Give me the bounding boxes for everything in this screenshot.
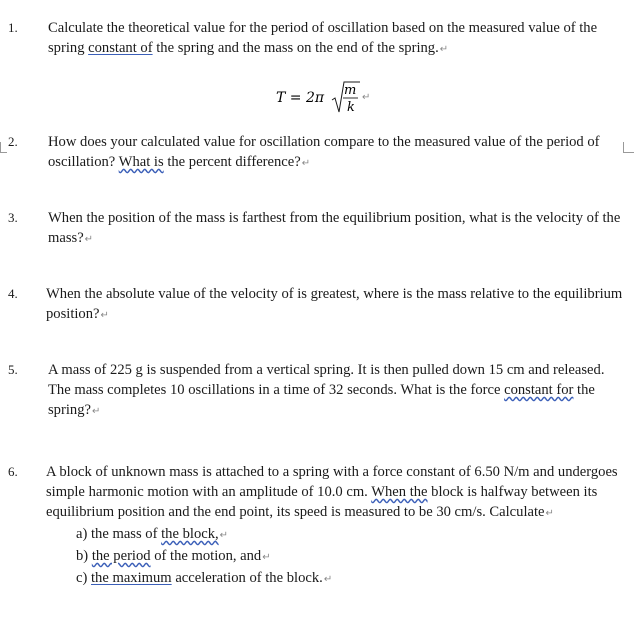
- question-text-end: the percent difference?: [163, 154, 301, 170]
- return-mark-icon: ↵: [84, 234, 94, 245]
- return-mark-icon: ↵: [301, 158, 311, 169]
- return-mark-icon: ↵: [100, 310, 109, 321]
- underlined-phrase: the block,: [161, 526, 219, 542]
- question-text-end: block is halfway between its equilibrium position and the end point, its speed is measured to be 30 cm/s. Calculate: [46, 484, 598, 520]
- underlined-phrase: the period: [91, 548, 151, 564]
- return-mark-icon: ↵: [323, 574, 333, 585]
- margin-mark: [0, 142, 7, 153]
- period-formula: [276, 78, 386, 118]
- question-number: 3.: [8, 210, 18, 225]
- question-number: 4.: [8, 286, 18, 301]
- return-mark-icon: ↵: [91, 406, 101, 417]
- return-mark-icon: ↵: [262, 552, 271, 563]
- formula-denominator: k: [347, 100, 355, 115]
- question-text-end: the spring?: [48, 382, 595, 418]
- return-mark-icon: ↵: [439, 44, 449, 55]
- underlined-phrase: What is: [118, 154, 164, 170]
- return-mark-icon: ↵: [362, 92, 371, 103]
- question-text: When the position of the mass is farthest from the equilibrium position, what is the velocity of the mass?: [48, 210, 621, 246]
- question-text: A mass of 225 g is suspended from a vertical spring. It is then pulled down 15 cm and released. The mass completes 10 oscillations in a time of 32 seconds. What is the force: [48, 362, 605, 398]
- question-text: Calculate the theoretical value for the period of oscillation based on the measured value of the spring: [48, 20, 598, 56]
- return-mark-icon: ↵: [545, 508, 554, 519]
- formula-svg: [276, 78, 386, 118]
- sub-item-c: c) the maximum acceleration of the block.↵: [76, 570, 333, 586]
- underlined-phrase: When the: [371, 484, 428, 500]
- underlined-phrase: constant for: [504, 382, 574, 398]
- sub-item-a: a) the mass of the block,↵: [76, 526, 229, 542]
- question-number: 6.: [8, 464, 18, 479]
- formula-lhs: T = 2π: [276, 90, 325, 106]
- question-text: A block of unknown mass is attached to a spring with a force constant of 6.50 N/m and undergoes simple harmonic motion with an amplitude of 10.0 cm.: [46, 464, 618, 500]
- return-mark-icon: ↵: [219, 530, 229, 541]
- question-number: 1.: [8, 20, 18, 35]
- question-number: 5.: [8, 362, 18, 377]
- formula-numerator: m: [344, 83, 357, 98]
- question-text: When the absolute value of the velocity of is greatest, where is the mass relative to the equilibrium position?: [46, 286, 623, 322]
- sub-item-b: b) the period of the motion, and↵: [76, 548, 271, 564]
- question-text-end: the spring and the mass on the end of the spring.: [152, 40, 439, 56]
- underlined-phrase: constant of: [88, 40, 153, 56]
- question-number: 2.: [8, 134, 18, 149]
- underlined-phrase: the maximum: [91, 570, 172, 586]
- question-text: How does your calculated value for oscillation compare to the measured value of the period of oscillation?: [48, 134, 600, 170]
